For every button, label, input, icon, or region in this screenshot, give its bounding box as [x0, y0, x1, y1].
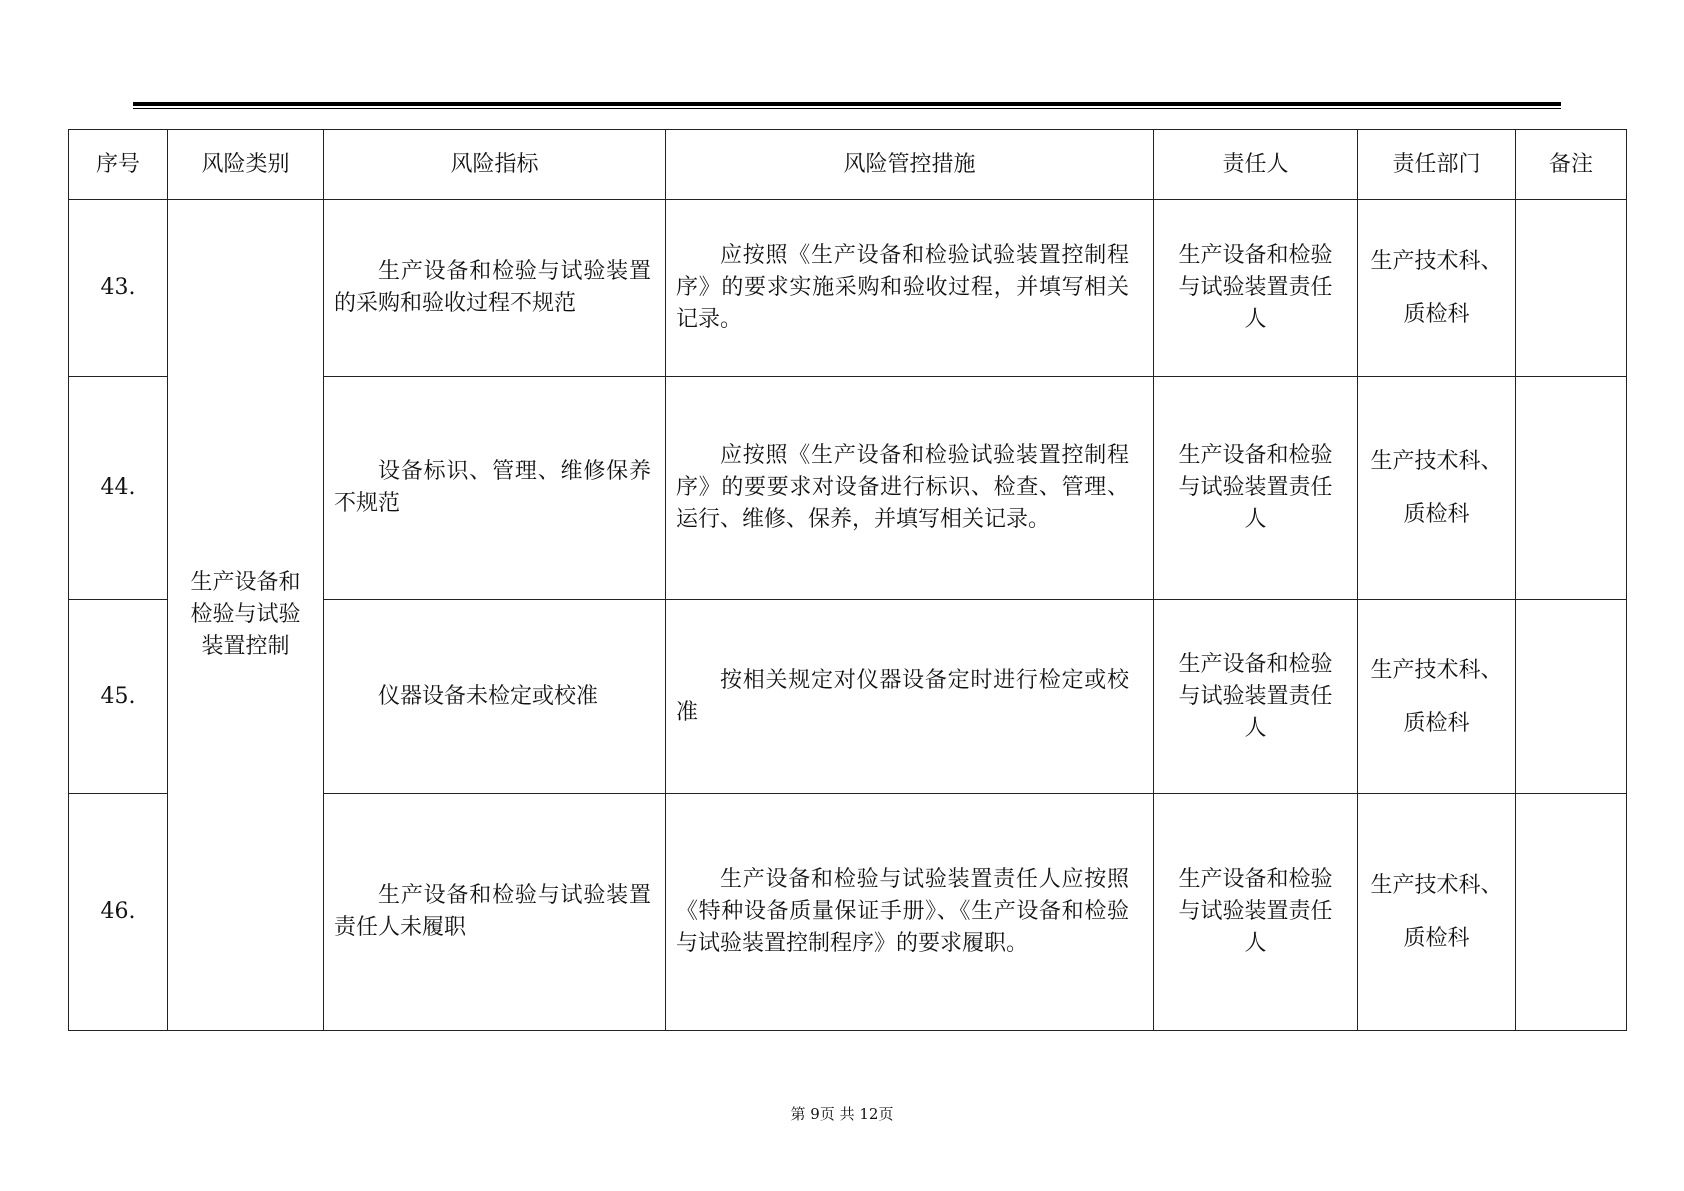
- risk-control-table: [68, 129, 1627, 1031]
- header-double-rule: [133, 102, 1561, 109]
- control-measure-cell: [666, 200, 1154, 377]
- risk-indicator-cell: [324, 794, 666, 1031]
- header-remark: 备注: [1516, 130, 1627, 200]
- header-responsible: 责任人: [1154, 130, 1358, 200]
- header-category: 风险类别: [168, 130, 324, 200]
- header-rule-thick: [133, 102, 1561, 106]
- risk-category-cell: [168, 200, 324, 1031]
- remark-cell: [1516, 200, 1627, 377]
- control-measure-cell: [666, 794, 1154, 1031]
- table-row: [69, 200, 1627, 377]
- department-cell: [1358, 200, 1516, 377]
- department-cell: [1358, 377, 1516, 600]
- responsible-text: 生产设备和检验与试验装置责任人: [1178, 243, 1333, 332]
- control-measure-text: 应按照《生产设备和检验试验装置控制程序》的要要求对设备进行标识、检查、管理、运行、维修、保养，并填写相关记录。: [676, 443, 1129, 532]
- row-seq: 44.: [69, 377, 168, 600]
- header-measure: 风险管控措施: [666, 130, 1154, 200]
- risk-indicator-text: 生产设备和检验与试验装置的采购和验收过程不规范: [334, 259, 651, 316]
- risk-indicator-cell: [324, 600, 666, 794]
- header-department: 责任部门: [1358, 130, 1516, 200]
- row-seq: 45.: [69, 600, 168, 794]
- risk-indicator-cell: [324, 377, 666, 600]
- department-cell: [1358, 600, 1516, 794]
- control-measure-cell: [666, 377, 1154, 600]
- remark-cell: [1516, 794, 1627, 1031]
- risk-indicator-text: 生产设备和检验与试验装置责任人未履职: [334, 883, 651, 940]
- risk-indicator-text: 设备标识、管理、维修保养不规范: [334, 459, 651, 516]
- department-text: 生产技术科、质检科: [1370, 657, 1503, 736]
- responsible-text: 生产设备和检验与试验装置责任人: [1178, 651, 1333, 741]
- remark-cell: [1516, 600, 1627, 794]
- row-seq: 43.: [69, 200, 168, 377]
- department-text: 生产技术科、质检科: [1370, 249, 1503, 327]
- remark-cell: [1516, 377, 1627, 600]
- header-rule-thin: [133, 108, 1561, 109]
- control-measure-text: 按相关规定对仪器设备定时进行检定或校准: [676, 667, 1129, 725]
- responsible-cell: [1154, 200, 1358, 377]
- responsible-cell: [1154, 794, 1358, 1031]
- department-text: 生产技术科、质检科: [1370, 449, 1503, 527]
- responsible-text: 生产设备和检验与试验装置责任人: [1178, 867, 1333, 956]
- department-text: 生产技术科、质检科: [1370, 873, 1503, 951]
- control-measure-cell: [666, 600, 1154, 794]
- risk-indicator-text: 仪器设备未检定或校准: [378, 683, 599, 709]
- header-seq: 序号: [69, 130, 168, 200]
- responsible-cell: [1154, 377, 1358, 600]
- control-measure-text: 生产设备和检验与试验装置责任人应按照《特种设备质量保证手册》、《生产设备和检验与试验装置控制程序》的要求履职。: [676, 867, 1129, 956]
- row-seq: 46.: [69, 794, 168, 1031]
- table-header-row: [69, 130, 1627, 200]
- control-measure-text: 应按照《生产设备和检验试验装置控制程序》的要求实施采购和验收过程，并填写相关记录。: [676, 243, 1129, 332]
- header-indicator: 风险指标: [324, 130, 666, 200]
- page-number-footer: 第 9页 共 12页: [790, 1105, 894, 1123]
- risk-indicator-cell: [324, 200, 666, 377]
- department-cell: [1358, 794, 1516, 1031]
- responsible-text: 生产设备和检验与试验装置责任人: [1178, 443, 1333, 532]
- risk-category-text: 生产设备和检验与试验装置控制: [190, 570, 301, 659]
- responsible-cell: [1154, 600, 1358, 794]
